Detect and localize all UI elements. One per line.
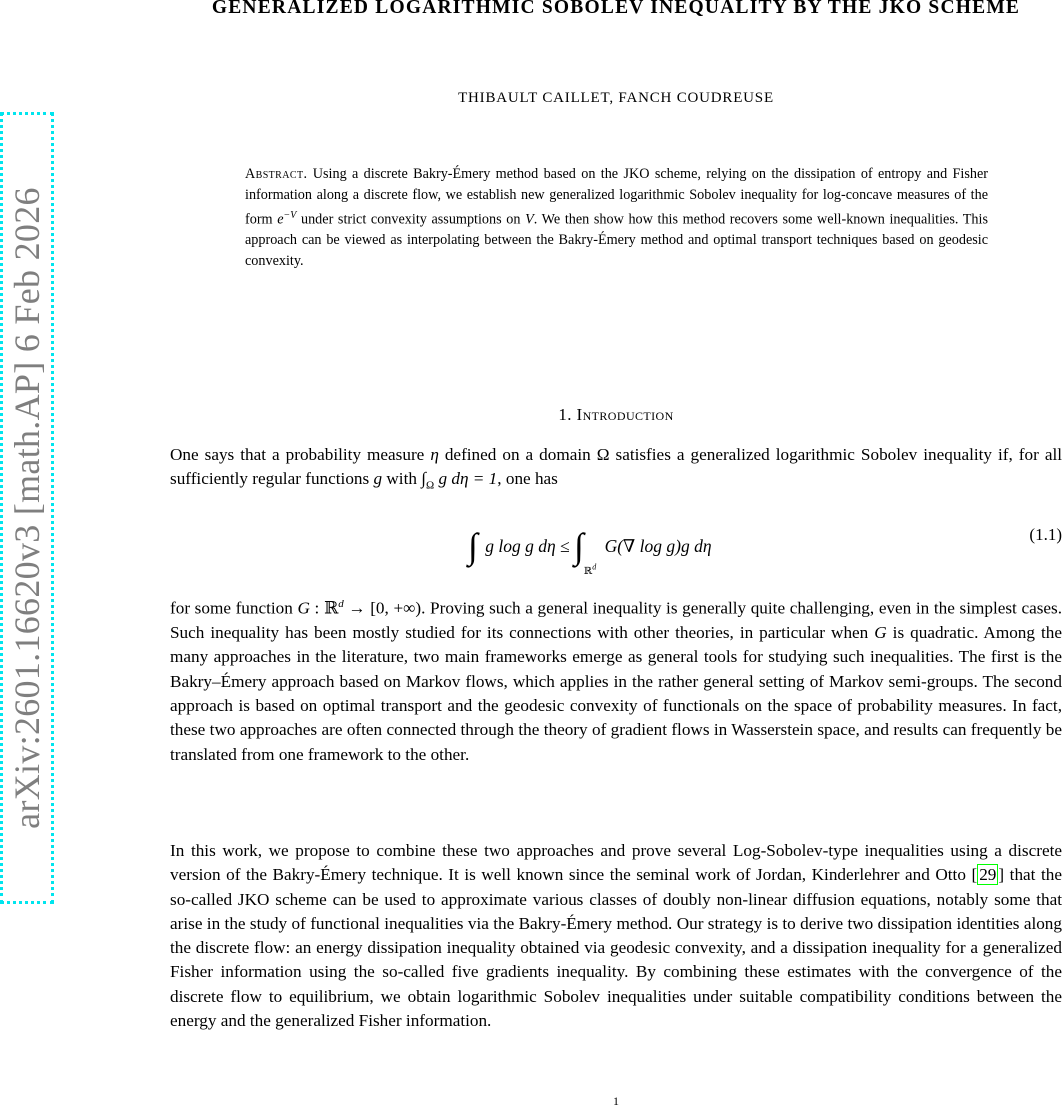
p2-text-a: for some function: [170, 598, 298, 618]
abstract-text-c: . We then show how this method recovers some well-known inequalities. This approach can be viewed as interpolating between the Bakry-Émery method and optimal transport techniques based on geodesic convexity.: [245, 211, 988, 270]
p3-text-a: In this work, we propose to combine these two approaches and prove several Log-Sobolev-type inequalities using a discrete version of the Bakry-Émery technique. It is well known since the seminal work of Jordan, Kinderlehrer and Otto: [170, 841, 1062, 885]
p1-math-g: g: [373, 469, 383, 489]
paragraph-1: [170, 443, 1062, 498]
eq-lhs: g log g dη ≤: [485, 536, 570, 556]
equation-body: [468, 519, 712, 577]
p1-math-eta: η: [430, 445, 439, 464]
arxiv-id[interactable]: arXiv:2601.16620v3 [math.AP] 6 Feb 2026: [7, 187, 47, 829]
section-heading: [170, 405, 1062, 425]
paragraph-2: [170, 592, 1062, 767]
paper-authors: THIBAULT CAILLET, FANCH COUDREUSE: [458, 90, 774, 106]
eq-integral-right: ∫: [574, 526, 584, 566]
p1-text-b: defined on a domain Ω satisfies a generalized logarithmic Sobolev inequality if, for all sufficiently regular functions: [170, 445, 1062, 489]
equation-number[interactable]: (1.1): [1029, 525, 1062, 544]
eq-integral-domain: [583, 562, 597, 577]
p2-text-b: : ℝ: [309, 598, 339, 618]
abstract-text-a: Using a discrete Bakry-Émery method based on the JKO scheme, relying on the dissipation of entropy and Fisher information along a discrete flow, we establish new generalized logarithmic Sobolev inequality for log-concave measures of the form: [245, 166, 988, 228]
p1-text-c: with: [382, 469, 422, 489]
p1-cond-sub: Ω: [425, 479, 435, 492]
eq-domain-base: ℝ: [583, 566, 593, 577]
p2-text-c: → [0, +∞). Proving such a general inequality is generally quite challenging, even in the simplest cases. Such inequality has been mostly studied for its connections with other theories, in particular when: [170, 598, 1062, 643]
p1-text-d: , one has: [497, 469, 558, 489]
p2-text-d: is quadratic. Among the many approaches in the literature, two main frameworks emerge as general tools for studying such inequalities. The first is the Bakry–Émery approach based on Markov flows, which applies in the rather general setting of Markov semi-groups. The second approach is based on optimal transport and the geodesic convexity of functionals on the space of probability measures. In fact, these two approaches are often connected through the theory of gradient flows in Wasserstein space, and results can frequently be translated from one framework to the other.: [170, 623, 1062, 764]
abstract-math-sup: −V: [283, 209, 297, 221]
abstract-math-e: e: [277, 211, 284, 228]
p2-math-g2: G: [874, 623, 887, 643]
p2-math-g1: G: [297, 598, 310, 618]
abstract-label: Abstract.: [245, 166, 308, 182]
equation-1-1: [170, 513, 1062, 577]
abstract-text-b: under strict convexity assumptions on: [296, 211, 526, 228]
arxiv-stamp[interactable]: [0, 112, 54, 904]
abstract: [245, 164, 988, 272]
section-title: Introduction: [576, 405, 674, 424]
p1-cond-rest: g dη = 1: [434, 469, 498, 489]
section-number: 1.: [558, 405, 572, 424]
eq-domain-sup: d: [592, 562, 597, 572]
p3-text-b: that the so-called JKO scheme can be used to approximate various classes of doubly non-linear diffusion equations, notably some that arise in the study of functional inequalities via the Bakry-Émery method. Our strategy is to derive two dissipation identities along the discrete flow: an energy dissipation inequality obtained via geodesic convexity, and a dissipation inequality for a generalized Fisher information using the so-called five gradients inequality. By combining these estimates with the convergence of the discrete flow to equilibrium, we obtain logarithmic Sobolev inequalities under suitable compatibility conditions between the energy and the generalized Fisher information.: [170, 865, 1062, 1031]
eq-integral-left: ∫: [468, 526, 478, 566]
paper-title: GENERALIZED LOGARITHMIC SOBOLEV INEQUALITY BY THE JKO SCHEME: [211, 0, 1021, 18]
citation-link-29[interactable]: 29: [979, 865, 997, 885]
page-number: 1: [613, 1094, 619, 1108]
p1-cond-int: ∫: [421, 469, 426, 489]
abstract-math-v: V: [525, 211, 534, 228]
eq-rhs: G(∇ log g)g dη: [604, 536, 712, 556]
paragraph-3: In this work, we propose to combine these two approaches and prove several Log-Sobolev-type inequalities using a discrete version of the Bakry-Émery technique. It is well known since the seminal work of Jordan, Kinderlehrer and Otto [ 29 ] that the so-called JKO scheme can be used to approximate various classes of doubly non-linear diffusion equations, notably some that arise in the study of functional inequalities via the Bakry-Émery method. Our strategy is to derive two dissipation identities along the discrete flow: an energy dissipation inequality obtained via geodesic convexity, and a dissipation inequality for a generalized Fisher information using the so-called five gradients inequality. By combining these estimates with the convergence of the discrete flow to equilibrium, we obtain logarithmic Sobolev inequalities under suitable compatibility conditions between the energy and the generalized Fisher information.: [170, 841, 1062, 1031]
p1-text-a: One says that a probability measure: [170, 445, 431, 464]
p2-math-sup: d: [338, 598, 344, 610]
